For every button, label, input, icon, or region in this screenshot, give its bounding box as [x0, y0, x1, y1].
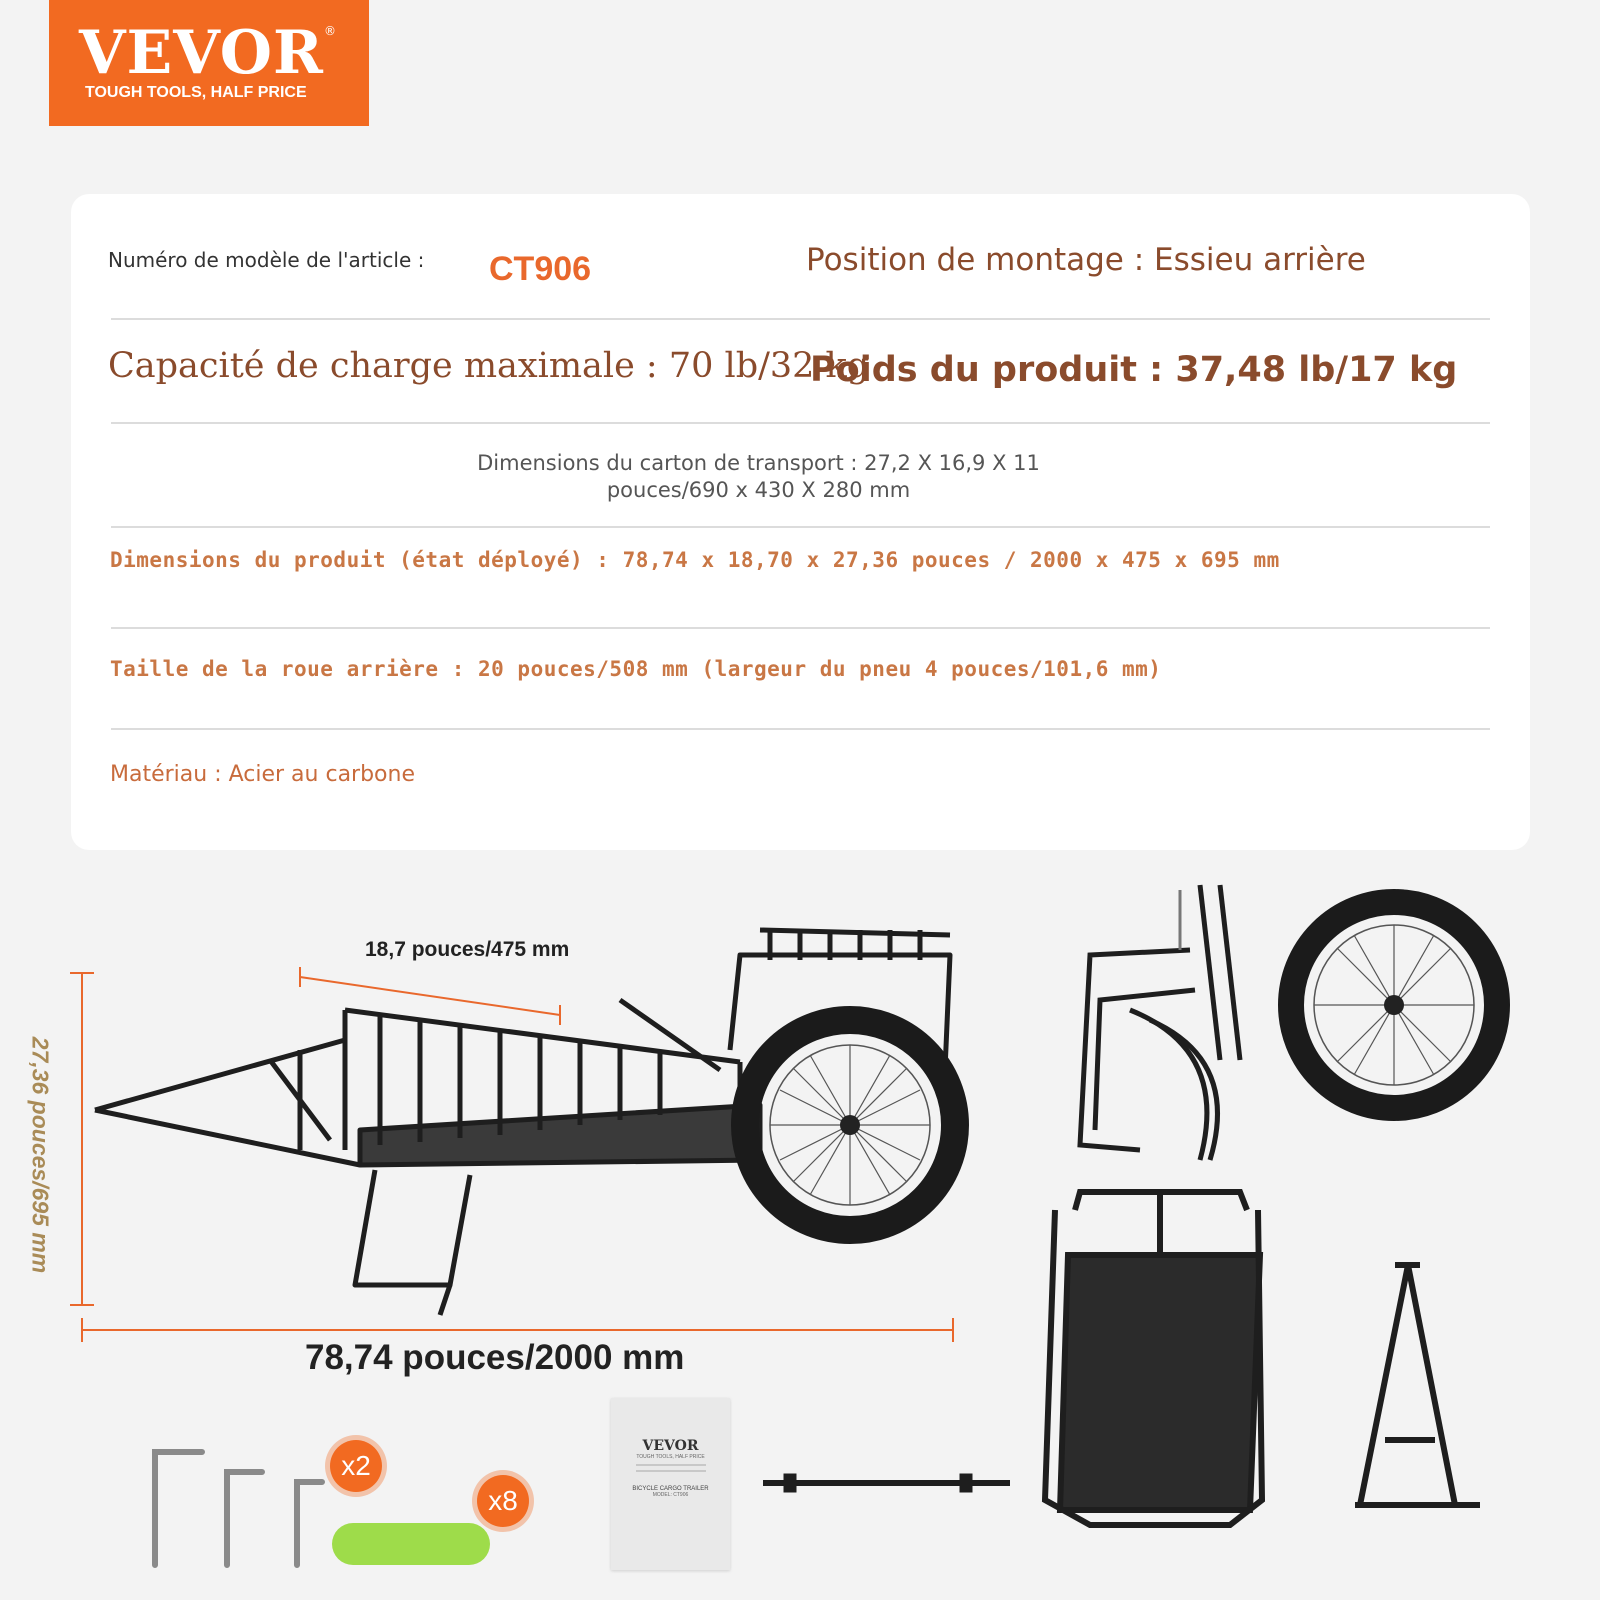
logo-registered-mark: ®: [324, 24, 336, 38]
product-weight: Poids du produit : 37,48 lb/17 kg: [810, 350, 1458, 390]
max-load-capacity: Capacité de charge maximale : 70 lb/32 kg: [108, 346, 870, 386]
mount-position: Position de montage : Essieu arrière: [806, 242, 1366, 278]
logo-brand: VEVOR: [79, 18, 324, 88]
cargo-basket-illustration: [1045, 1192, 1262, 1525]
trailer-wheel: [745, 1020, 955, 1230]
reflector-strap-illustration: [332, 1523, 490, 1565]
user-manual: [611, 1398, 730, 1570]
product-dimensions: Dimensions du produit (état déployé) : 78,74 x 18,70 x 27,36 pouces / 2000 x 475 x 695 mm: [110, 548, 1280, 572]
material: Matériau : Acier au carbone: [110, 762, 415, 787]
spare-wheel-illustration: [1291, 902, 1497, 1108]
manual-brand: VEVOR: [642, 1438, 699, 1454]
manual-model: MODEL: CT906: [652, 1492, 689, 1498]
carton-dimensions: Dimensions du carton de transport : 27,2 X 16,9 X 11 pouces/690 x 430 X 280 mm: [477, 451, 1040, 502]
model-number-label: Numéro de modèle de l'article :: [108, 248, 425, 272]
kickstand-illustration: [1355, 1265, 1480, 1505]
quantity-badge-x8: x8: [477, 1475, 529, 1527]
quantity-badge-x2: x2: [330, 1440, 382, 1492]
axle-bolt-illustration: [763, 1474, 1010, 1492]
manual-tagline: TOUGH TOOLS, HALF PRICE: [636, 1454, 705, 1460]
length-dimension-label: 78,74 pouces/2000 mm: [305, 1338, 685, 1377]
rear-wheel-size: Taille de la roue arrière : 20 pouces/508 mm (largeur du pneu 4 pouces/101,6 mm): [110, 657, 1162, 681]
height-dimension-label: 27,36 pouces/695 mm: [27, 1036, 54, 1274]
trailer-illustration: [95, 930, 950, 1315]
fender-rack-illustration: [1080, 885, 1240, 1160]
logo-tagline: TOUGH TOOLS, HALF PRICE: [85, 84, 307, 101]
hex-keys-illustration: [155, 1452, 322, 1565]
divider: [636, 1470, 706, 1472]
divider: [636, 1464, 706, 1466]
model-number-value: CT906: [489, 250, 592, 288]
manual-title: BICYCLE CARGO TRAILER: [632, 1486, 709, 1492]
width-dimension-label: 18,7 pouces/475 mm: [365, 938, 570, 961]
